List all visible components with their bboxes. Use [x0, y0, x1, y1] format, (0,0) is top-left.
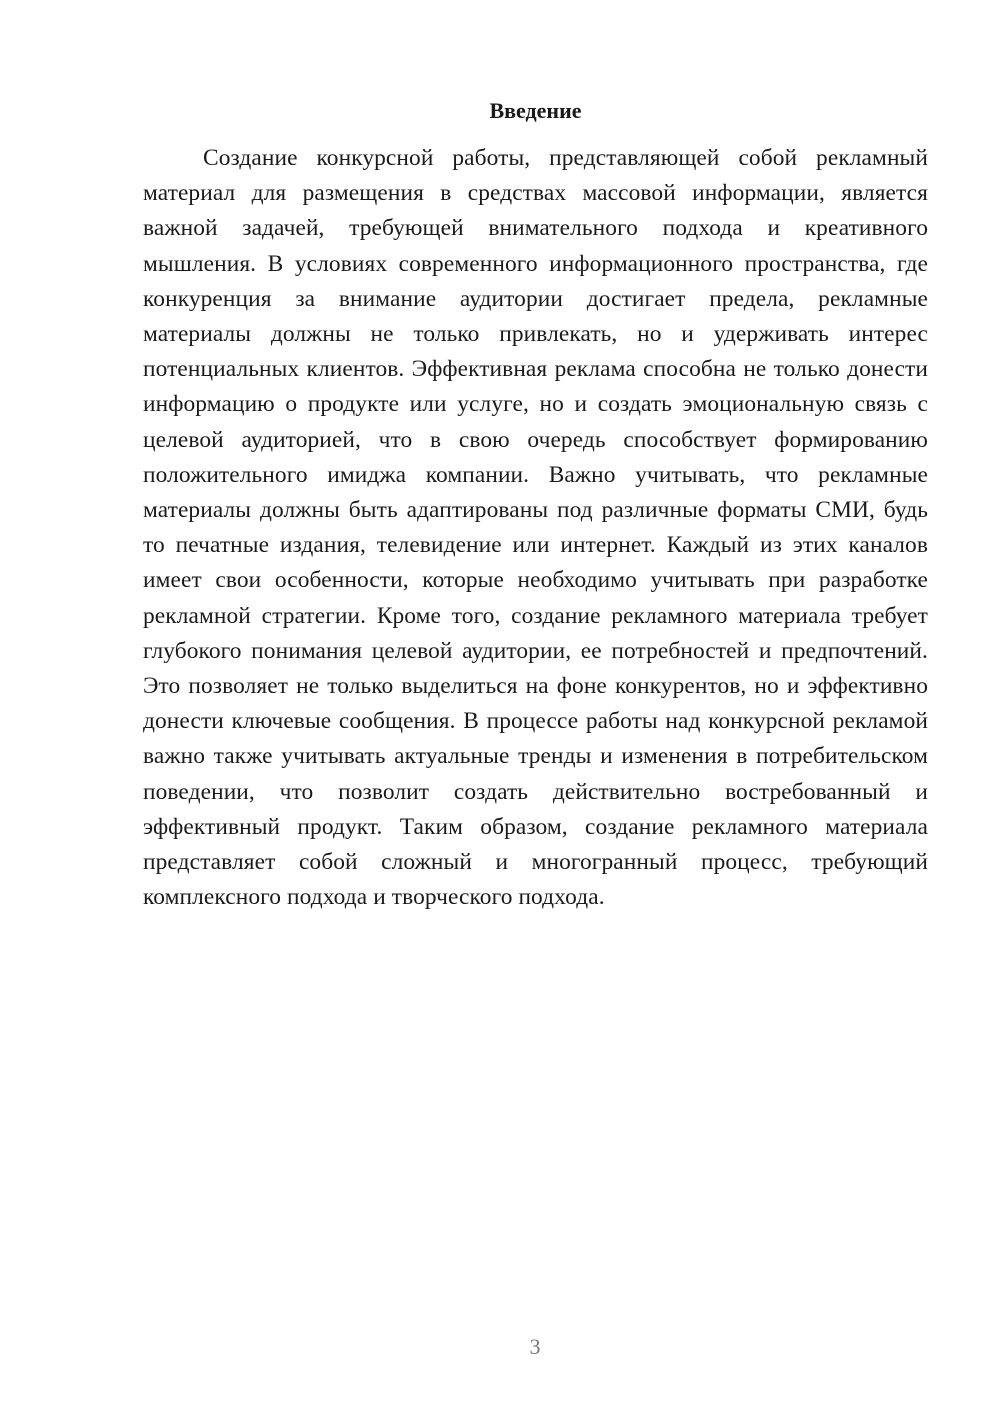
section-heading: Введение: [489, 98, 582, 123]
intro-paragraph: Создание конкурсной работы, представляющей собой рекламный материал для размещения в средствах массовой информации, является важной задачей, требующей внимательного подхода и креативного мышления. В условиях современного информационного пространства, где конкуренция за внимание аудитории достигает предела, рекламные материалы должны не только привлекать, но и удерживать интерес потенциальных клиентов. Эффективная реклама способна не только донести информацию о продукте или услуге, но и создать эмоциональную связь с целевой аудиторией, что в свою очередь способствует формированию положительного имиджа компании. Важно учитывать, что рекламные материалы должны быть адаптированы под различные форматы СМИ, будь то печатные издания, телевидение или интернет. Каждый из этих каналов имеет свои особенности, которые необходимо учитывать при разработке рекламной стратегии. Кроме того, создание рекламного материала требует глубокого понимания целевой аудитории, ее потребностей и предпочтений. Это позволяет не только выделиться на фоне конкурентов, но и эффективно донести ключевые сообщения. В процессе работы над конкурсной рекламой важно также учитывать актуальные тренды и изменения в потребительском поведении, что позволит создать действительно востребованный и эффективный продукт. Таким образом, создание рекламного материала представляет собой сложный и многогранный процесс, требующий комплексного подхода и творческого подхода.: [143, 145, 928, 911]
page-number: 3: [529, 1334, 541, 1359]
